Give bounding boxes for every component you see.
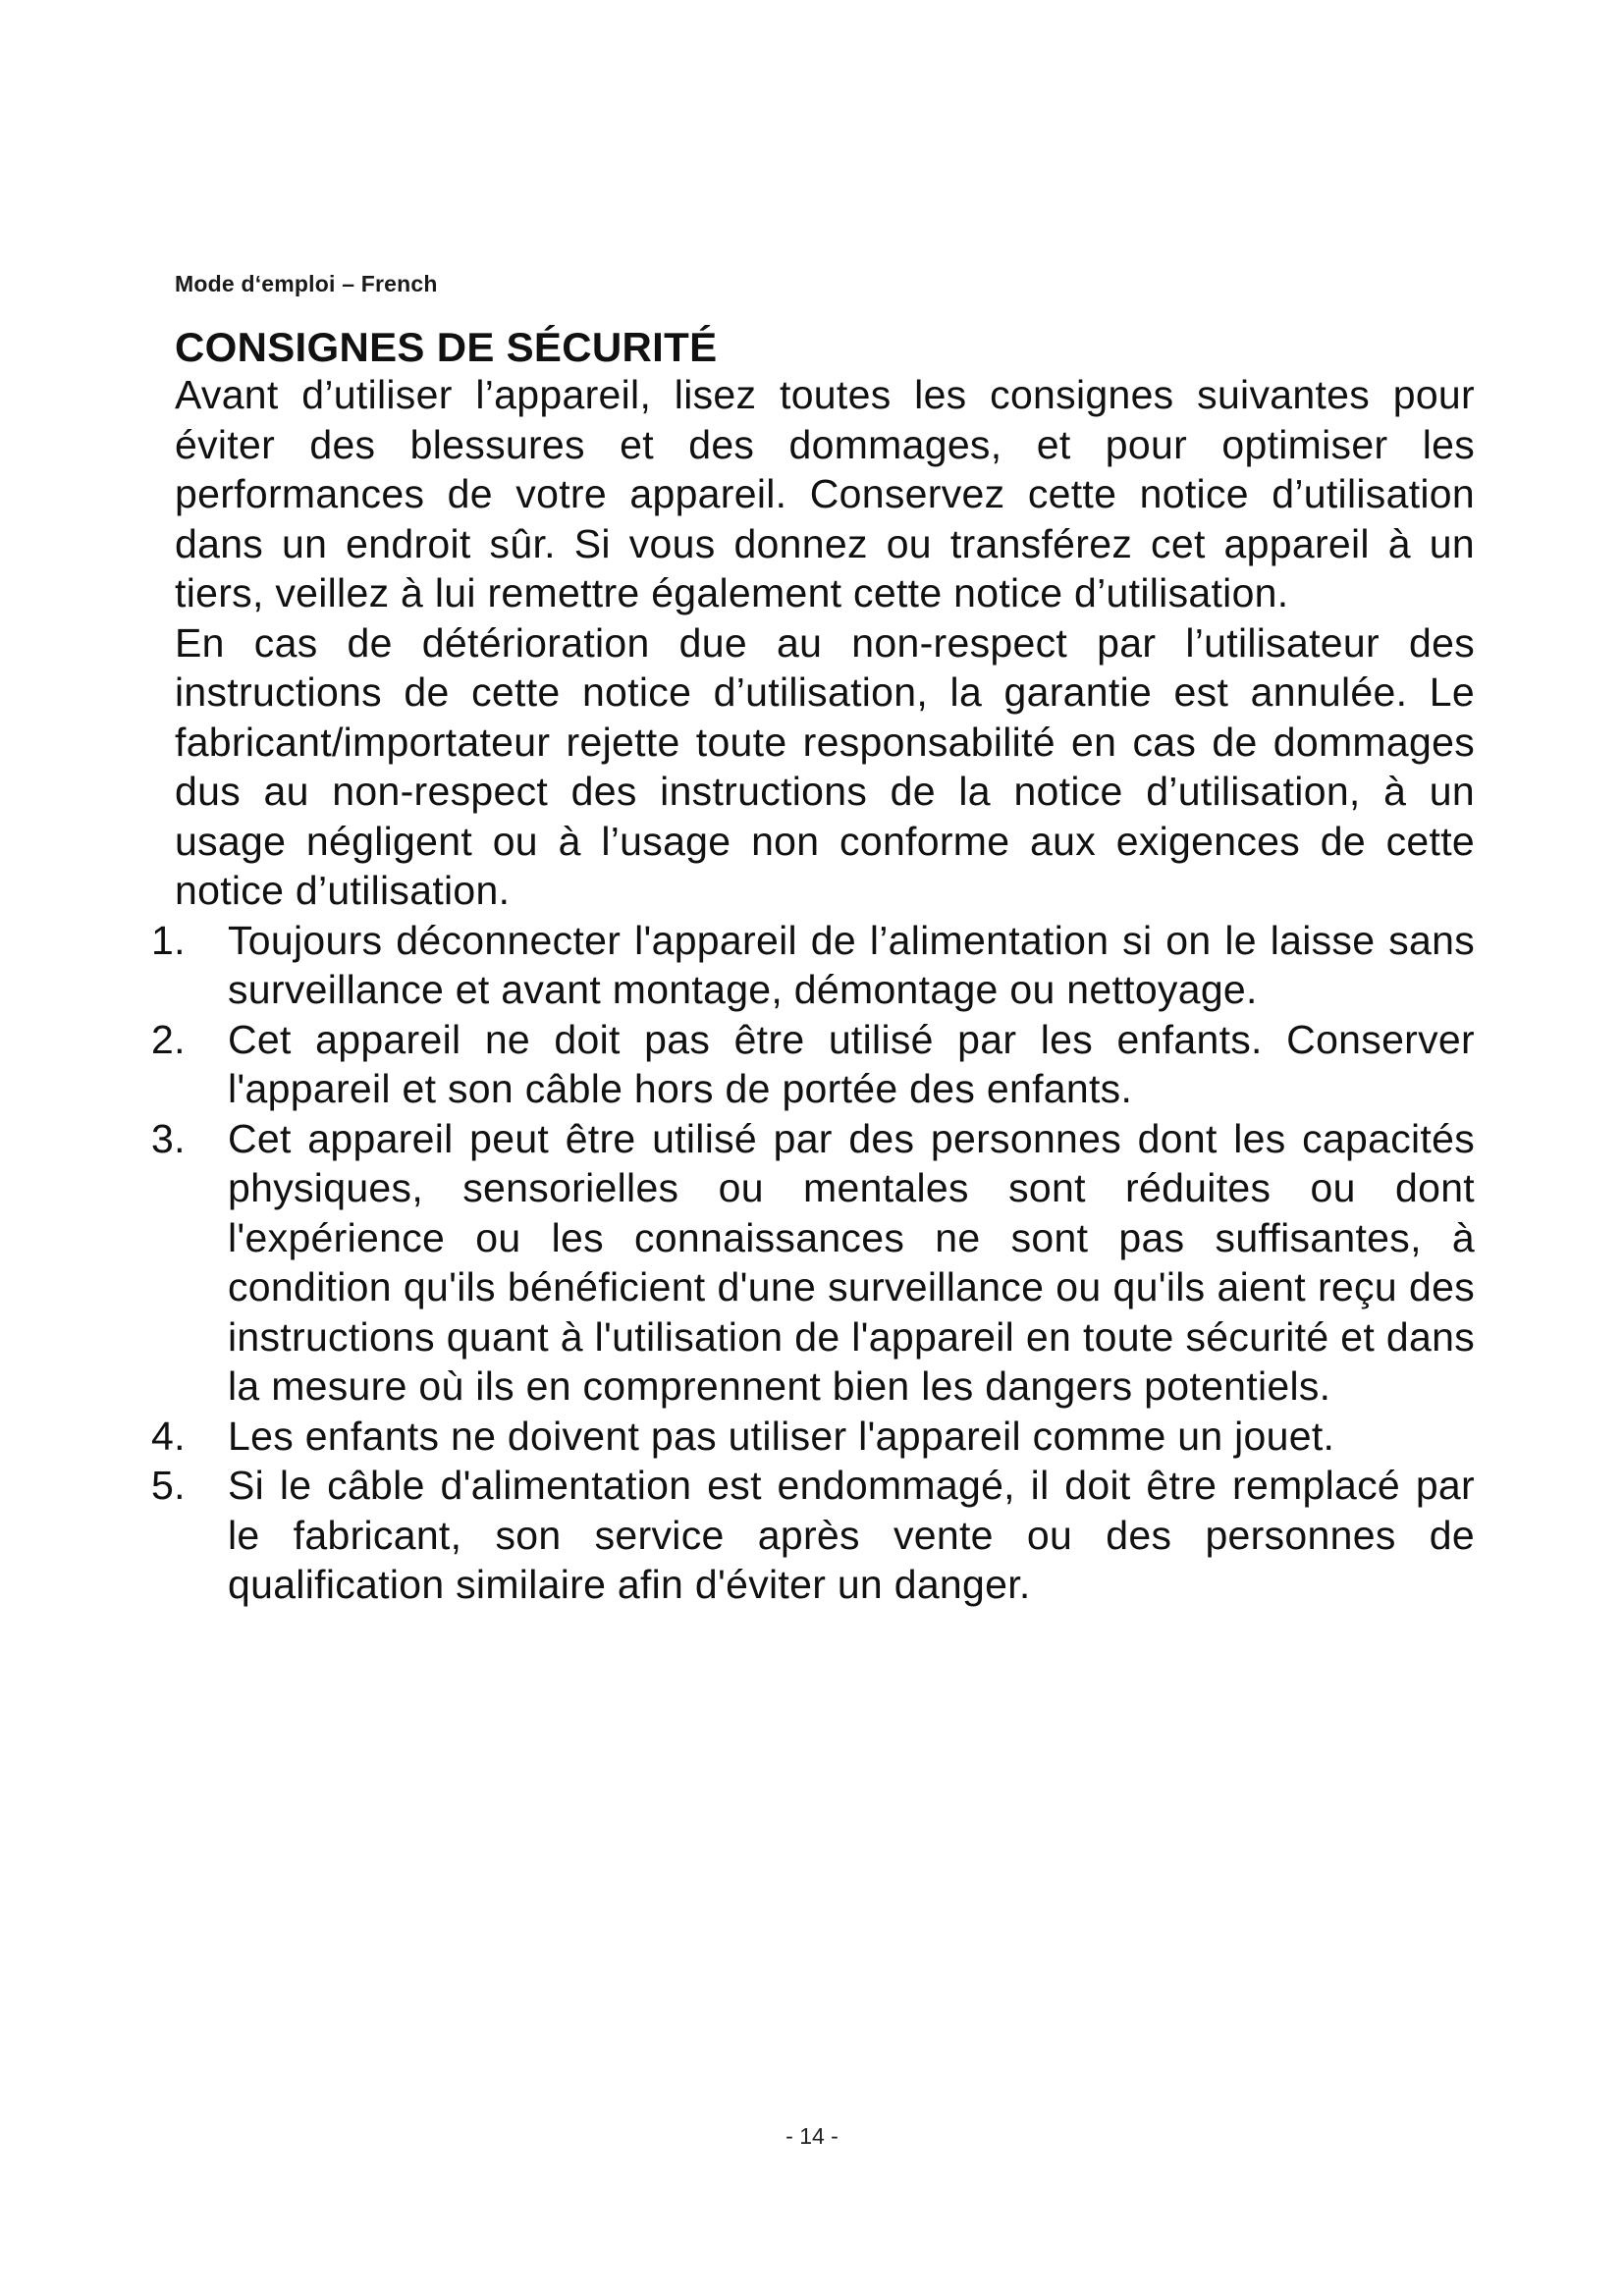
- list-item-number: 3.: [151, 1115, 186, 1161]
- document-header-label: Mode d‘emploi – French: [175, 271, 438, 296]
- list-item-text: Cet appareil peut être utilisé par des personnes dont les capacités physiques, sensorielles ou mentales sont réduites ou dont l'expérience ou les connaissances ne sont pas suffisantes, à condition qu'ils bénéficient d'une surveillance ou qu'ils aient reçu des instructions quant à l'utilisation de l'appareil en toute sécurité et dans la mesure où ils en comprennent bien les dangers potentiels.: [228, 1115, 1475, 1409]
- section-title: CONSIGNES DE SÉCURITÉ: [175, 324, 718, 370]
- list-item-text: Si le câble d'alimentation est endommagé, il doit être remplacé par le fabricant, son service après vente ou des personnes de qualification similaire afin d'éviter un danger.: [228, 1463, 1475, 1607]
- list-item: [151, 916, 1475, 1015]
- page-number: - 14 -: [785, 2123, 839, 2149]
- document-page: [151, 271, 1475, 1610]
- list-item-text: Cet appareil ne doit pas être utilisé par les enfants. Conserver l'appareil et son câble hors de portée des enfants.: [228, 1016, 1475, 1111]
- intro-paragraph: Avant d’utiliser l’appareil, lisez toutes les consignes suivantes pour éviter des blessures et des dommages, et pour optimiser les performances de votre appareil. Conservez cette notice d’utilisation dans un endroit sûr. Si vous donnez ou transférez cet appareil à un tiers, veillez à lui remettre également cette notice d’utilisation.: [175, 372, 1475, 615]
- list-item-number: 5.: [151, 1463, 186, 1508]
- list-item-number: 1.: [151, 917, 186, 963]
- list-item-number: 2.: [151, 1016, 186, 1062]
- list-item-text: Toujours déconnecter l'appareil de l’alimentation si on le laisse sans surveillance et avant montage, démontage ou nettoyage.: [228, 917, 1475, 1012]
- safety-instructions-list: [151, 916, 1475, 1610]
- list-item-text: Les enfants ne doivent pas utiliser l'appareil comme un jouet.: [228, 1413, 1335, 1459]
- list-item: [151, 1114, 1475, 1412]
- list-item: [151, 1015, 1475, 1114]
- list-item: [151, 1461, 1475, 1610]
- list-item: [151, 1412, 1475, 1462]
- warranty-paragraph: En cas de détérioration due au non-respect par l’utilisateur des instructions de cette notice d’utilisation, la garantie est annulée. Le fabricant/importateur rejette toute responsabilité en cas de dommages dus au non-respect des instructions de la notice d’utilisation, à un usage négligent ou à l’usage non conforme aux exigences de cette notice d’utilisation.: [175, 619, 1475, 913]
- list-item-number: 4.: [151, 1413, 186, 1459]
